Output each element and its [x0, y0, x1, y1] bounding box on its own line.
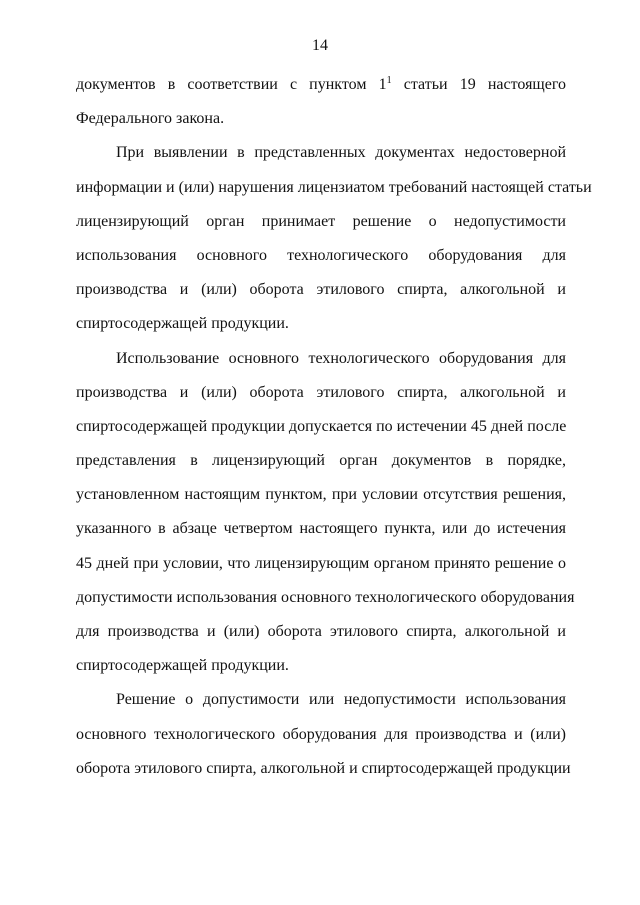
text-line: информации и (или) нарушения лицензиатом требований настоящей статьи	[76, 178, 592, 196]
text-line: спиртосодержащей продукции допускается по истечении 45 дней после	[76, 417, 567, 435]
text-line: лицензирующий орган принимает решение о недопустимости	[76, 212, 566, 230]
page-number: 14	[312, 37, 328, 54]
text-line: для производства и (или) оборота этилового спирта, алкогольной и	[76, 623, 566, 640]
document-body	[76, 74, 592, 792]
text-line: использования основного технологического оборудования для	[76, 246, 566, 264]
text-segment: статьи 19 настоящего	[391, 76, 567, 93]
text-line: Федерального закона.	[76, 110, 225, 128]
text-line: 45 дней при условии, что лицензирующим органом принято решение о	[76, 554, 566, 572]
text-line	[76, 74, 566, 108]
text-line: установленном настоящим пунктом, при условии отсутствия решения,	[76, 486, 566, 504]
text-line: Использование основного технологического оборудования для	[116, 349, 566, 367]
text-line: спиртосодержащей продукции.	[76, 657, 289, 675]
text-line: При выявлении в представленных документах недостоверной	[116, 144, 566, 162]
text-line: Решение о допустимости или недопустимости использования	[116, 691, 566, 709]
text-line: основного технологического оборудования для производства и (или)	[76, 725, 566, 743]
text-line: оборота этилового спирта, алкогольной и спиртосодержащей продукции	[76, 759, 571, 777]
text-line: спиртосодержащей продукции.	[76, 315, 289, 333]
text-line: представления в лицензирующий орган документов в порядке,	[76, 452, 566, 470]
text-line: указанного в абзаце четвертом настоящего пункта, или до истечения	[76, 520, 566, 538]
superscript: 1	[386, 75, 392, 86]
text-line: производства и (или) оборота этилового спирта, алкогольной и	[76, 383, 566, 401]
text-line: производства и (или) оборота этилового спирта, алкогольной и	[76, 281, 566, 299]
text-line: допустимости использования основного технологического оборудования	[76, 588, 575, 606]
text-segment: документов в соответствии с пунктом 1	[76, 76, 387, 93]
